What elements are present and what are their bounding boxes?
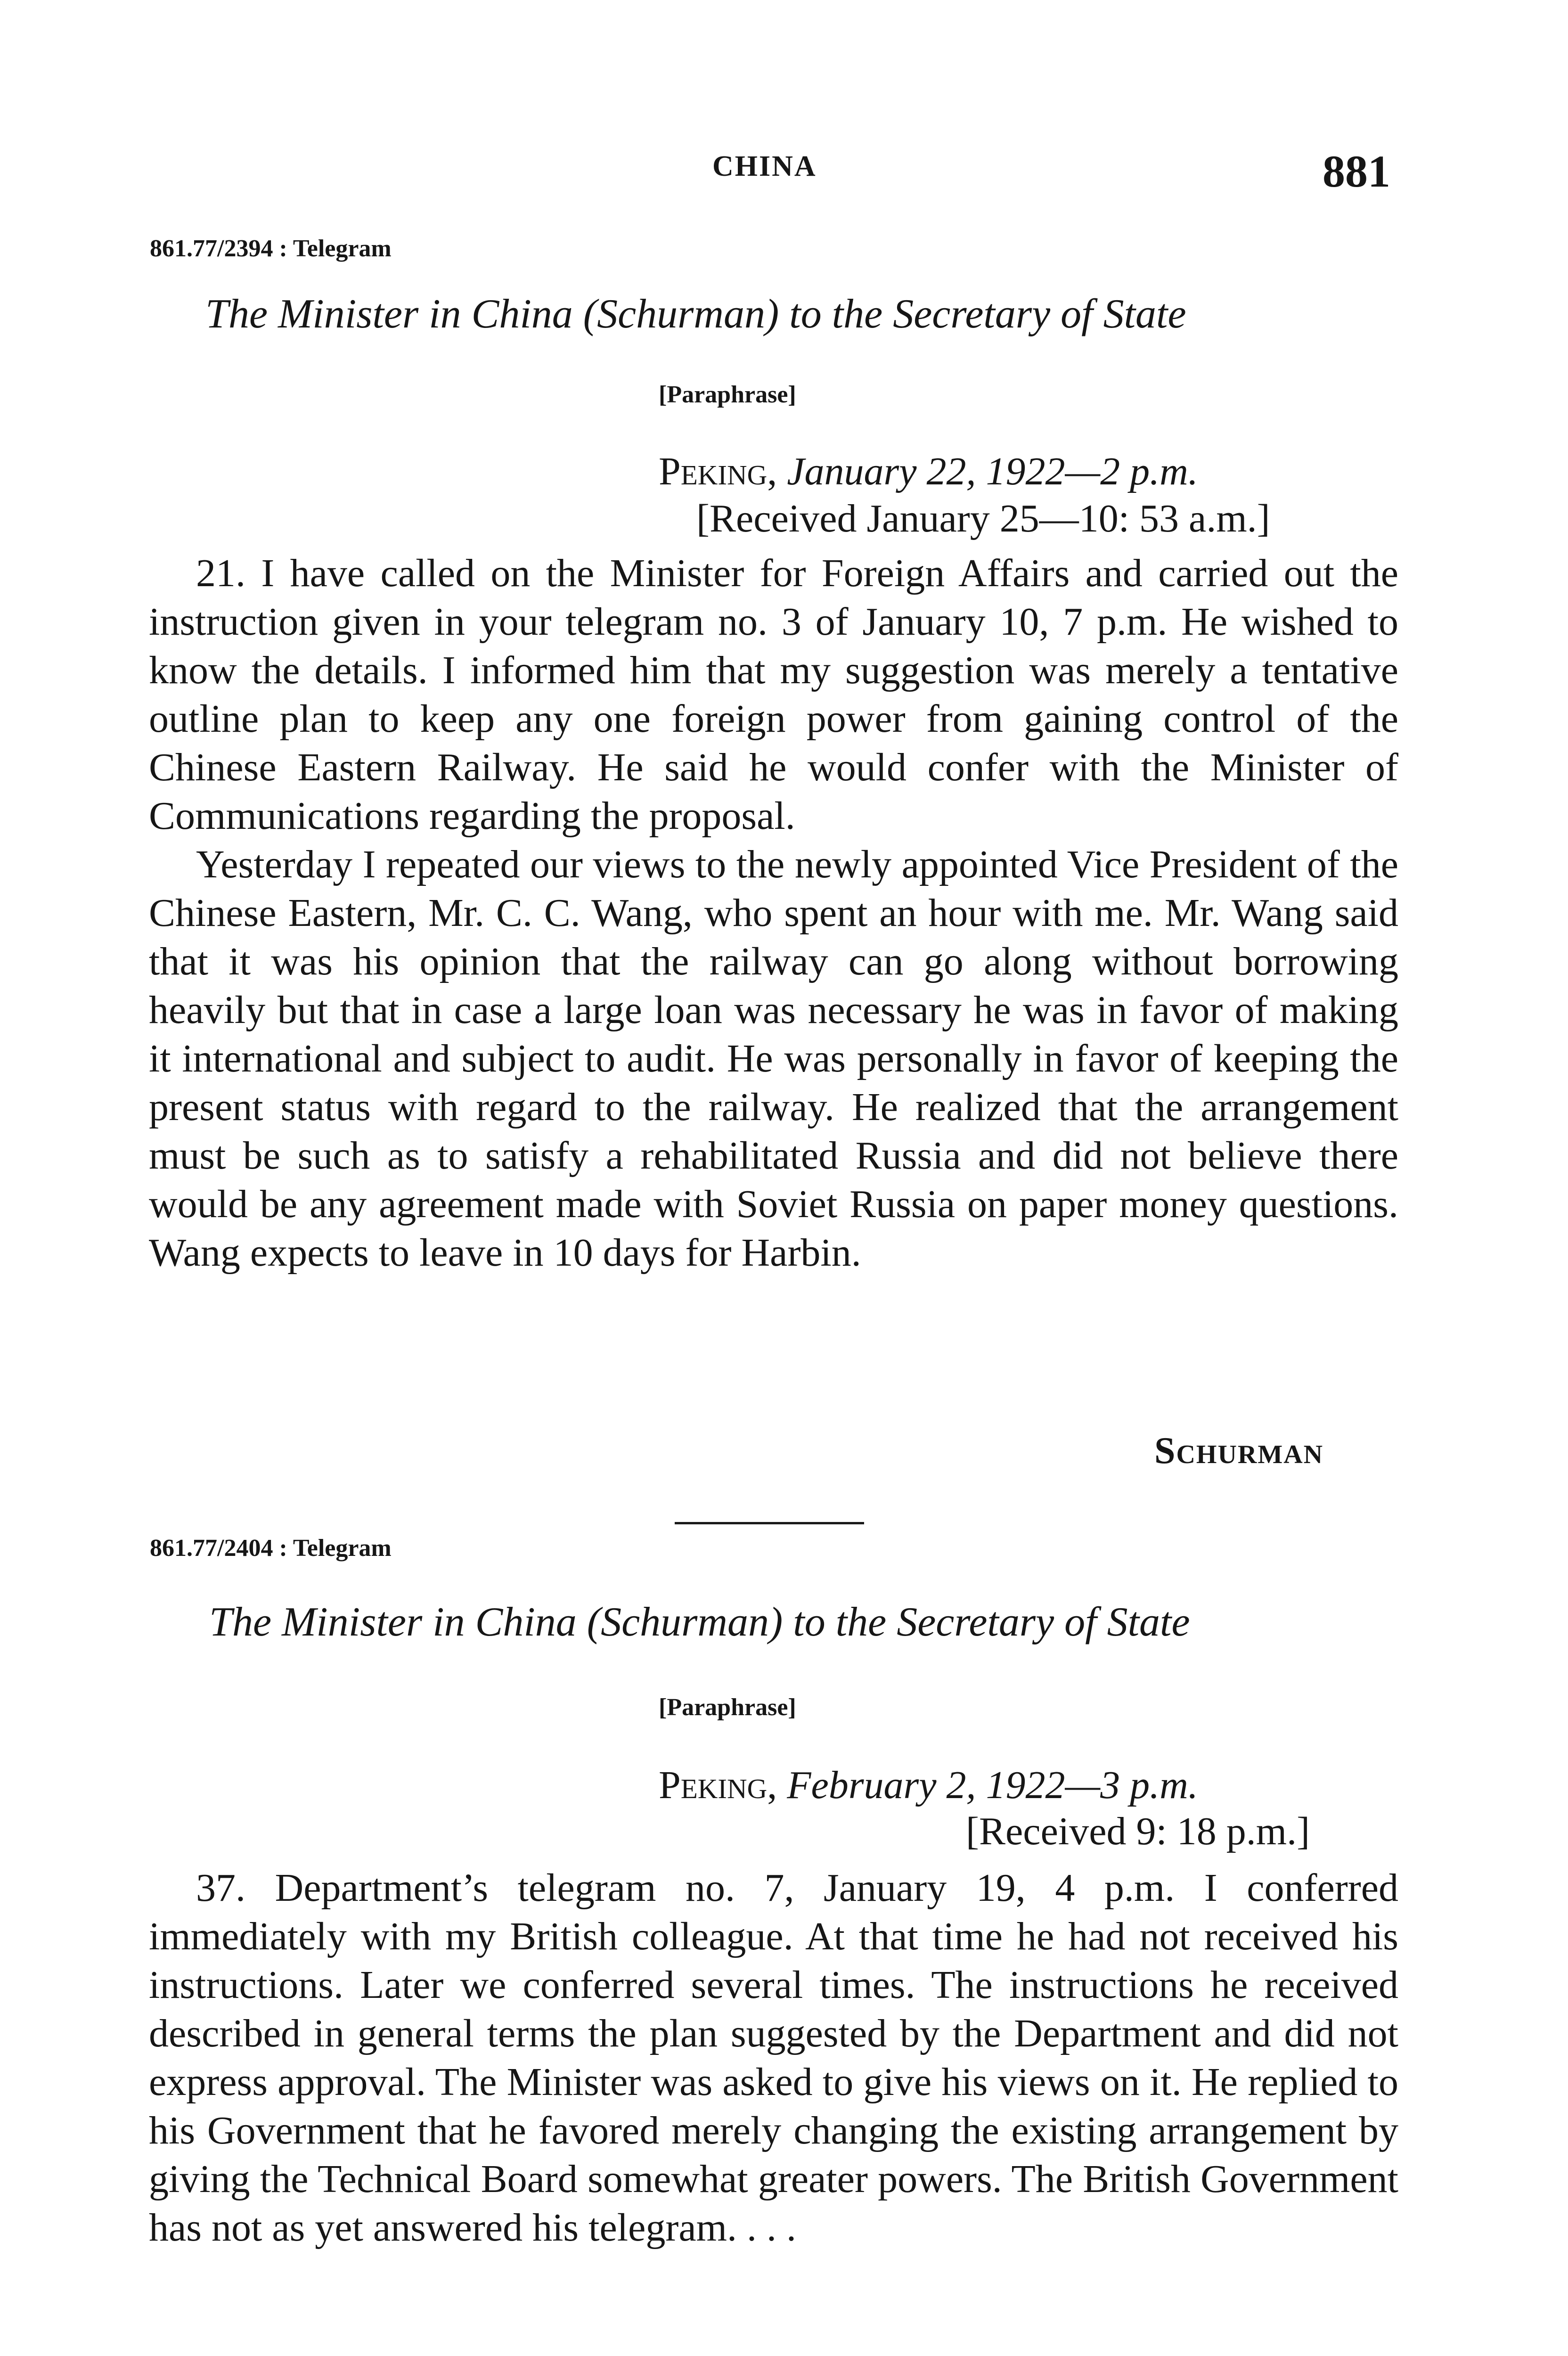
file-reference: 861.77/2404 : Telegram bbox=[150, 1535, 392, 1562]
body-paragraph: Yesterday I repeated our views to the newly appointed Vice President of the Chinese Eastern, Mr. C. C. Wang, who spent an hour with me. Mr. Wang said that it was his opinion that the railway can go along without borrowing heavily but that in case a large loan was necessary he was in favor of making it international and subject to audit. He was personally in favor of keeping the present status with regard to the railway. He realized that the arrangement must be such as to satisfy a rehabilitated Russia and did not believe there would be any agreement made with Soviet Russia on paper money questions. Wang expects to leave in 10 days for Harbin. bbox=[149, 843, 1398, 1275]
body-paragraph: 37. Department’s telegram no. 7, January 19, 4 p.m. I conferred immediately with my British colleague. At that time he had not received his instructions. Later we conferred several times. The instructions he received described in general terms the plan suggested by the Department and did not express approval. The Minister was asked to give his views on it. He replied to his Government that he favored merely changing the existing arrangement by giving the Technical Board somewhat greater powers. The British Government has not as yet answered his telegram. . . . bbox=[149, 1866, 1398, 2250]
dateline-place: Peking, bbox=[659, 450, 777, 493]
dateline-place: Peking, bbox=[659, 1763, 777, 1807]
dateline bbox=[659, 1762, 1198, 1808]
telegram-body bbox=[149, 549, 1398, 1277]
dateline-date: January 22, 1922—2 p.m. bbox=[787, 450, 1198, 493]
section-divider bbox=[675, 1522, 864, 1524]
telegram-body bbox=[149, 1864, 1398, 2252]
received-note: [Received January 25—10: 53 a.m.] bbox=[696, 497, 1270, 540]
dateline-date: February 2, 1922—3 p.m. bbox=[787, 1763, 1198, 1807]
page-number: 881 bbox=[1323, 146, 1390, 196]
document-title: The Minister in China (Schurman) to the Secretary of State bbox=[209, 1599, 1190, 1645]
paraphrase-note: [Paraphrase] bbox=[659, 1694, 796, 1721]
file-reference: 861.77/2394 : Telegram bbox=[150, 235, 392, 262]
running-head: CHINA bbox=[712, 150, 817, 182]
document-title: The Minister in China (Schurman) to the Secretary of State bbox=[205, 291, 1186, 337]
body-paragraph: 21. I have called on the Minister for Foreign Affairs and carried out the instruction given in your telegram no. 3 of January 10, 7 p.m. He wished to know the details. I informed him that my suggestion was merely a tentative outline plan to keep any one foreign power from gaining control of the Chinese Eastern Railway. He said he would confer with the Minister of Communications regarding the proposal. bbox=[149, 551, 1398, 838]
dateline bbox=[659, 449, 1198, 494]
received-note: [Received 9: 18 p.m.] bbox=[966, 1809, 1310, 1853]
paraphrase-note: [Paraphrase] bbox=[659, 381, 796, 408]
signature: Schurman bbox=[1154, 1430, 1324, 1472]
